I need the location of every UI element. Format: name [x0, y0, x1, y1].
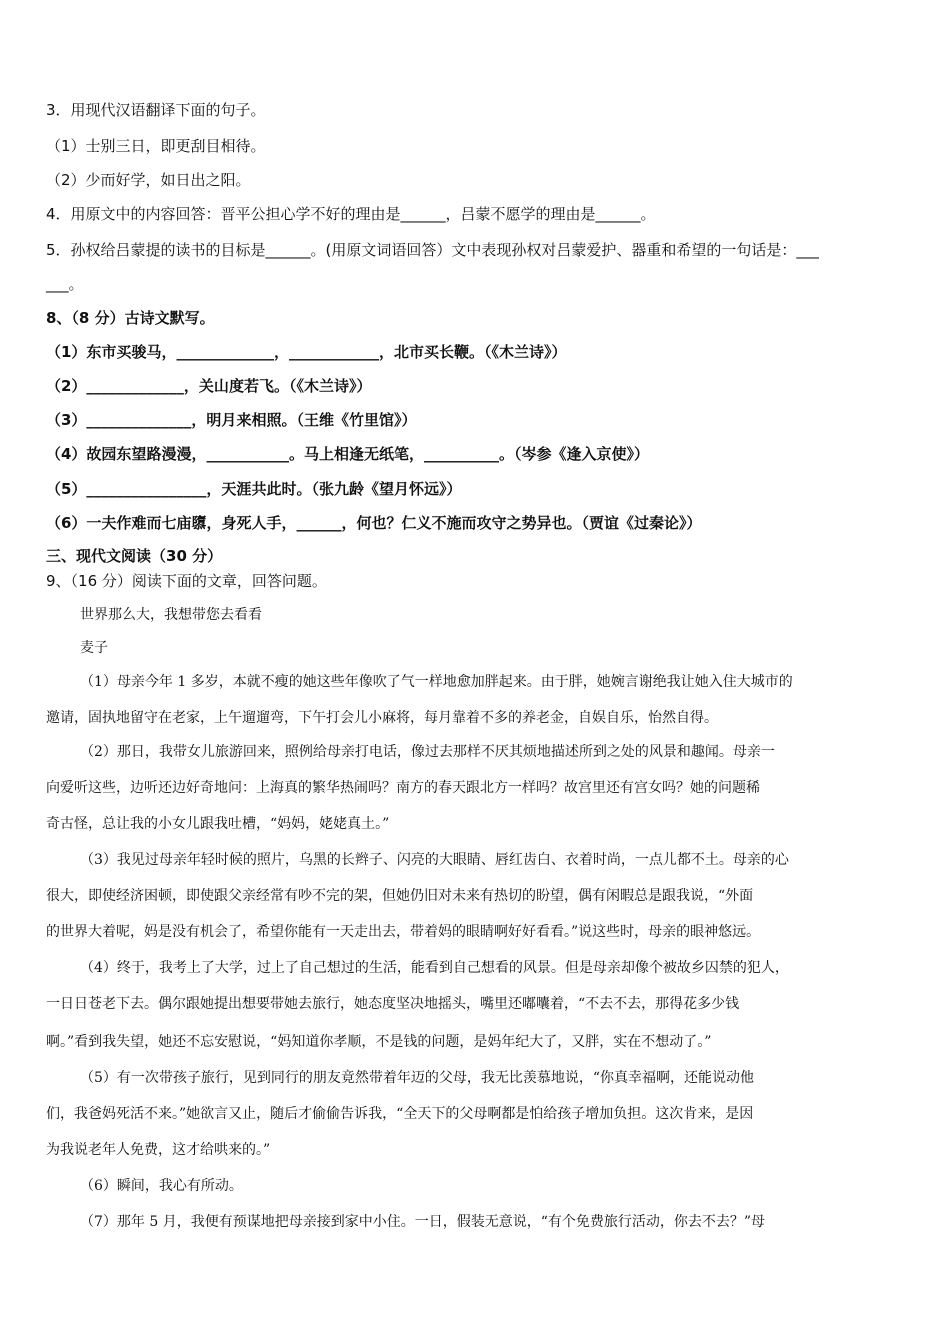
article-line: （7）那年 5 月，我便有预谋地把母亲接到家中小住。一日，假装无意说，“有个免费旅行活动，你去不去？”母 [80, 1214, 766, 1230]
article-line: 奇古怪，总让我的小女儿跟我吐槽，“妈妈，姥姥真土。” [46, 816, 390, 832]
article-line: 的世界大着呢，妈是没有机会了，希望你能有一天走出去，带着妈的眼睛啊好好看看。”说这些时，母亲的眼神悠远。 [46, 924, 761, 940]
article-line: （3）我见过母亲年轻时候的照片，乌黑的长辫子、闪亮的大眼睛、唇红齿白、衣着时尚，一点儿都不土。母亲的心 [80, 852, 789, 868]
q3-item-2: （2）少而好学，如日出之阳。 [46, 171, 251, 189]
q9-instruction: 9、（16 分）阅读下面的文章，回答问题。 [46, 572, 327, 590]
q3-title: 3．用现代汉语翻译下面的句子。 [46, 101, 266, 119]
article-line: 向爱听这些，边听还边好奇地问：上海真的繁华热闹吗？南方的春天跟北方一样吗？故宫里还有宫女吗？她的问题稀 [46, 780, 760, 796]
q5-text-line-2: ___。 [46, 275, 84, 293]
article-line: （1）母亲今年 1 多岁，本就不瘦的她这些年像吹了气一样地愈加胖起来。由于胖，她婉言谢绝我让她入住大城市的 [80, 674, 793, 690]
q8-item-4: （4）故园东望路漫漫，___________。马上相逢无纸笔，__________。（岑参《逢入京使》） [46, 445, 649, 463]
article-line: （6）瞬间，我心有所动。 [80, 1178, 243, 1194]
q8-item-5: （5）________________，天涯共此时。（张九龄《望月怀远》） [46, 480, 462, 498]
article-line: （5）有一次带孩子旅行，见到同行的朋友竟然带着年迈的父母，我无比羡慕地说，“你真幸福啊，还能说动他 [80, 1070, 755, 1086]
article-line: 邀请，固执地留守在老家，上午遛遛弯，下午打会儿小麻将，每月靠着不多的养老金，自娱自乐，怡然自得。 [46, 710, 718, 726]
q4-text: 4．用原文中的内容回答：晋平公担心学不好的理由是______，吕蒙不愿学的理由是______。 [46, 205, 656, 223]
q8-item-3: （3）______________，明月来相照。（王维《竹里馆》） [46, 411, 417, 429]
section-3-heading: 三、现代文阅读（30 分） [46, 547, 223, 565]
article-title: 世界那么大，我想带您去看看 [80, 607, 262, 623]
article-author: 麦子 [80, 640, 108, 656]
q5-text-line-1: 5．孙权给吕蒙提的读书的目标是______。(用原文词语回答）文中表现孙权对吕蒙爱护、器重和希望的一句话是：___ [46, 241, 819, 259]
q8-item-1: （1）东市买骏马，_____________，____________，北市买长鞭。（《木兰诗》） [46, 343, 567, 361]
article-line: 很大，即使经济困顿，即使跟父亲经常有吵不完的架，但她仍旧对未来有热切的盼望，偶有闲暇总是跟我说，“外面 [46, 888, 754, 904]
q8-title [46, 308, 215, 328]
article-line: 一日日苍老下去。偶尔跟她提出想要带她去旅行，她态度坚决地摇头，嘴里还嘟囔着，“不去不去，那得花多少钱 [46, 996, 740, 1012]
q3-item-1: （1）士别三日，即更刮目相待。 [46, 137, 266, 155]
q8-title-text: 8、（8 分）古诗文默写。 [46, 309, 215, 327]
article-line: （2）那日，我带女儿旅游回来，照例给母亲打电话，像过去那样不厌其烦地描述所到之处的风景和趣闻。母亲一 [80, 744, 775, 760]
article-line: 们，我爸妈死活不来。”她欲言又止，随后才偷偷告诉我，“全天下的父母啊都是怕给孩子增加负担。这次肯来，是因 [46, 1106, 754, 1122]
q8-item-2: （2）_____________，关山度若飞。（《木兰诗》） [46, 377, 372, 395]
article-line: （4）终于，我考上了大学，过上了自己想过的生活，能看到自己想看的风景。但是母亲却像个被故乡囚禁的犯人， [80, 960, 789, 976]
article-line: 啊。”看到我失望，她还不忘安慰说，“妈知道你孝顺，不是钱的问题，是妈年纪大了，又胖，实在不想动了。” [46, 1034, 712, 1050]
article-line: 为我说老年人免费，这才给哄来的。” [46, 1142, 271, 1158]
q8-item-6: （6）一夫作难而七庙隳，身死人手，______，何也？仁义不施而攻守之势异也。（贾谊《过秦论》） [46, 514, 702, 532]
